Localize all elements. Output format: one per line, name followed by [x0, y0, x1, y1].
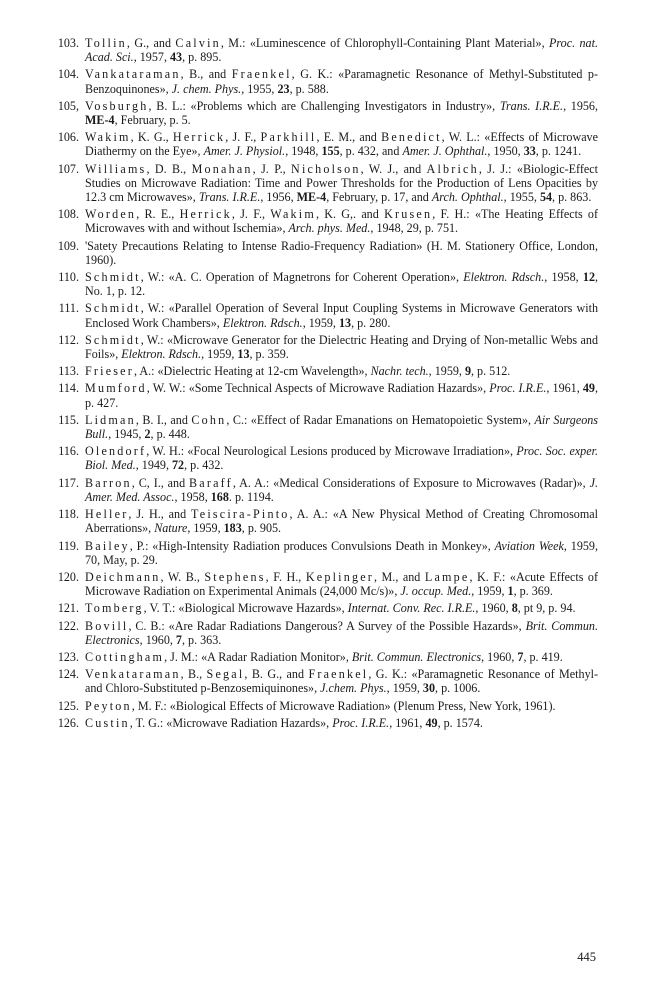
author-name: Segal	[206, 667, 245, 682]
citation-text: , p. 1006.	[435, 681, 481, 696]
citation-text: , A.: «Dielectric Heating at 12-cm Wavelength»,	[133, 364, 371, 379]
volume-number: 168	[210, 489, 229, 504]
citation-text: , B.,	[180, 667, 207, 682]
reference-number: 124.	[57, 667, 79, 682]
citation-text: , E. M., and	[316, 130, 382, 145]
citation-text: , W.: «Parallel Operation of Several Input Coupling Systems in Microwave Generators with Enclosed Work Chambers»,	[85, 301, 598, 330]
citation-text: , p. 419.	[523, 649, 563, 664]
citation-text: , A. A.: «Medical Considerations of Exposure to Microwaves (Radar)»,	[232, 475, 590, 490]
citation-text: , p. 369.	[513, 584, 553, 599]
reference-text	[85, 444, 598, 472]
reference-text	[85, 667, 598, 695]
reference-item	[52, 539, 598, 567]
citation-text: , 1959,	[201, 347, 238, 362]
citation-text: , V. T.: «Biological Microwave Hazards»,	[143, 601, 348, 616]
citation-text: , 1959,	[386, 681, 423, 696]
reference-text	[85, 716, 598, 730]
citation-text: , W.: «A. C. Operation of Magnetrons for Coherent Operation»,	[140, 270, 464, 285]
citation-text: , p. 905.	[241, 521, 282, 536]
reference-number: 106.	[57, 130, 79, 145]
journal-title: Amer. J. Physiol.	[203, 144, 286, 159]
reference-number: 103.	[57, 36, 79, 50]
reference-text	[85, 601, 598, 615]
citation-text: , W.: «Microwave Generator for the Dielectric Heating and Drying of Non-metallic Webs and Foils»,	[85, 332, 598, 362]
reference-text	[85, 67, 598, 95]
author-name: Venkataraman	[85, 667, 181, 682]
citation-text: , C. B.: «Are Radar Radiations Dangerous? A Survey of the Possible Hazards»,	[128, 618, 526, 633]
reference-text	[85, 570, 598, 598]
journal-title: J.chem. Phys.	[320, 681, 387, 696]
author-name: Schmidt	[85, 301, 141, 316]
journal-title: Proc. Soc. exper. Biol. Med.	[85, 444, 598, 473]
reference-text	[85, 650, 598, 664]
volume-number: 23	[277, 81, 290, 96]
reference-item	[52, 570, 598, 598]
journal-title: Elektron. Rdsch.	[463, 270, 545, 285]
citation-text: , No. 1, p. 12.	[85, 270, 599, 299]
citation-text: , R. E.,	[136, 207, 180, 222]
volume-number: ME-4	[296, 190, 327, 205]
author-name: Lidman	[85, 412, 136, 427]
reference-item	[52, 162, 598, 205]
citation-text: , p. 1574.	[437, 715, 483, 730]
citation-text: , W. J., and	[360, 161, 427, 176]
journal-title: Internat. Conv. Rec. I.R.E.	[347, 601, 476, 616]
citation-text: , D. B.,	[146, 161, 192, 176]
page-number: 445	[577, 950, 596, 964]
reference-number: 107.	[57, 161, 79, 176]
citation-text: , F. H.: «The Heating Effects of Microwaves with and without Ischemia»,	[85, 207, 598, 236]
journal-title: Elektron. Rdsch.	[222, 315, 303, 330]
reference-text	[85, 476, 598, 504]
citation-text: , M. F.: «Biological Effects of Microwave Radiation» (Plenum Press, New York, 1961).	[131, 698, 556, 713]
citation-text: , p. 448.	[150, 427, 190, 442]
reference-item	[52, 130, 598, 158]
author-name: Schmidt	[85, 270, 141, 285]
journal-title: Amer. J. Ophthal.	[402, 144, 488, 159]
citation-text: , 1959,	[471, 584, 508, 599]
reference-item	[52, 301, 598, 329]
citation-text: , p. 863.	[552, 190, 592, 205]
reference-number: 119.	[58, 538, 79, 553]
citation-text: , p. 432, and	[339, 144, 403, 159]
journal-title: Air Surgeons Bull.	[85, 412, 598, 442]
author-name: Olendorf	[85, 444, 147, 459]
citation-text: , 1949,	[135, 458, 172, 473]
volume-number: 7	[517, 649, 524, 664]
reference-text	[85, 364, 598, 378]
citation-text: , K. F.: «Acute Effects of Microwave Radiation on Experimental Animals (24,000 Mc/s)»,	[85, 569, 599, 599]
citation-text: , C.: «Effect of Radar Emanations on Hematopoietic System»,	[226, 412, 535, 427]
journal-title: Arch. Ophthal.	[431, 190, 504, 205]
reference-text	[85, 130, 598, 158]
reference-number: 109.	[57, 238, 79, 253]
citation-text: , K. G.,	[130, 130, 173, 145]
author-name: Fraenkel	[308, 667, 369, 682]
volume-number: 12	[582, 270, 595, 285]
author-name: Peyton	[85, 698, 132, 713]
journal-title: Trans. I.R.E.	[499, 98, 564, 113]
reference-number: 112.	[58, 332, 79, 347]
citation-text: , A. A.: «A New Physical Method of Creating Chromosomal Aberrations»,	[85, 507, 598, 536]
author-name: Bovill	[85, 618, 129, 633]
citation-text: , 1961,	[389, 715, 426, 730]
author-name: Custin	[85, 715, 130, 730]
reference-item	[52, 619, 598, 647]
author-name: Cottingham	[85, 649, 165, 664]
citation-text: , p. 280.	[351, 315, 391, 330]
citation-text: , T. G.: «Microwave Radiation Hazards»,	[129, 715, 333, 730]
reference-text	[85, 270, 598, 298]
citation-text: , W. H.: «Focal Neurological Lesions produced by Microwave Irradiation»,	[146, 444, 517, 459]
reference-text	[85, 619, 598, 647]
reference-number: 123.	[57, 649, 79, 664]
citation-text: , B. L.: «Problems which are Challenging Investigators in Industry»,	[148, 98, 500, 113]
citation-text: , p. 359.	[249, 347, 289, 362]
reference-item	[52, 699, 598, 713]
journal-title: Elektron. Rdsch.	[121, 347, 202, 362]
author-name: Krusen	[384, 207, 433, 222]
citation-text: 'Satety Precautions Relating to Intense Radio-Frequency Radiation» (H. M. Stationery Office, London, 1960).	[85, 238, 598, 267]
citation-text: , 1960,	[139, 632, 176, 647]
reference-number: 116.	[58, 444, 79, 459]
reference-number: 121.	[57, 601, 79, 616]
author-name: Nicholson	[291, 161, 361, 176]
author-name: Monahan	[191, 161, 253, 176]
citation-text: . p. 1194.	[228, 489, 274, 504]
reference-number: 120.	[57, 569, 79, 584]
citation-text: , 1957,	[133, 50, 170, 65]
author-name: Wakim	[85, 130, 131, 145]
author-name: Herrick	[172, 130, 226, 145]
volume-number: 1	[507, 584, 514, 599]
volume-number: 30	[422, 681, 436, 696]
citation-text: , J. F.,	[231, 207, 271, 222]
journal-title: J. occup. Med.	[400, 584, 472, 599]
reference-item	[52, 99, 598, 127]
volume-number: 2	[144, 427, 151, 442]
author-name: Bailey	[85, 538, 130, 553]
author-name: Cohn	[191, 412, 227, 427]
volume-number: 8	[511, 601, 518, 616]
author-name: Keplinger	[305, 569, 374, 584]
reference-text	[85, 507, 598, 535]
citation-text: , W. L.: «Effects of Microwave Diathermy on the Eye»,	[85, 130, 598, 159]
journal-title: Arch. phys. Med.	[288, 221, 371, 236]
citation-text: , B., and	[180, 67, 232, 82]
author-name: Barron	[85, 475, 132, 490]
journal-title: J. chem. Phys.	[171, 81, 242, 96]
volume-number: 9	[464, 364, 471, 379]
citation-text: , G. K.: «Paramagnetic Resonance of Methyl- and Chloro-Substituted p-Benzosemiquinones»,	[85, 667, 599, 696]
author-name: Williams	[85, 161, 147, 176]
reference-item	[52, 601, 598, 615]
reference-text	[85, 301, 598, 329]
reference-list	[52, 36, 598, 730]
author-name: Benedict	[381, 130, 442, 145]
reference-item	[52, 716, 598, 730]
journal-title: Proc. I.R.E.	[332, 715, 390, 730]
journal-title: J. Amer. Med. Assoc.	[85, 475, 598, 504]
volume-number: 13	[237, 347, 250, 362]
citation-text: , 1948, 29, p. 751.	[370, 221, 459, 236]
journal-title: Nature	[154, 521, 188, 536]
author-name: Lampe	[424, 569, 470, 584]
reference-item	[52, 270, 598, 298]
reference-item	[52, 667, 598, 695]
reference-number: 111.	[58, 301, 79, 316]
reference-number: 110.	[58, 270, 79, 285]
reference-text	[85, 539, 598, 567]
volume-number: 33	[523, 144, 536, 159]
volume-number: 43	[169, 50, 183, 65]
journal-title: Brit. Commun. Electronics	[85, 618, 598, 647]
citation-text: , K. G,. and	[315, 207, 385, 222]
reference-item	[52, 381, 598, 409]
volume-number: 72	[172, 458, 185, 473]
citation-text: , 1955,	[503, 190, 540, 205]
author-name: Parkhill	[260, 130, 317, 145]
citation-text: , J. H., and	[128, 507, 192, 522]
citation-text: , 1959,	[187, 521, 224, 536]
citation-text: , M., and	[374, 569, 425, 584]
journal-title: Proc. nat. Acad. Sci.	[85, 36, 598, 65]
citation-text: , P.: «High-Intensity Radiation produces Convulsions Death in Monkey»,	[129, 538, 495, 553]
citation-text: , B. I., and	[135, 412, 192, 427]
author-name: Worden	[85, 207, 137, 222]
volume-number: 183	[223, 521, 242, 536]
citation-text: , B. G., and	[244, 667, 309, 682]
citation-text: , 1958,	[174, 489, 211, 504]
author-name: Fraenkel	[231, 67, 292, 82]
author-name: Tollin	[85, 36, 127, 50]
reference-text	[85, 207, 598, 235]
author-name: Baraff	[189, 475, 233, 490]
citation-text: , C, I., and	[131, 475, 190, 490]
reference-number: 126.	[57, 715, 79, 730]
reference-item	[52, 413, 598, 441]
volume-number: ME-4	[85, 113, 115, 128]
reference-number: 117.	[58, 475, 79, 490]
citation-text: , p. 427.	[85, 381, 598, 410]
reference-text	[85, 699, 598, 713]
journal-title: Proc. I.R.E.	[489, 381, 547, 396]
journal-title: Nachr. tech.	[370, 364, 429, 379]
journal-title: Brit. Commun. Electronics	[351, 649, 482, 664]
citation-text: , February, p. 5.	[114, 113, 191, 128]
reference-item	[52, 36, 598, 64]
reference-number: 113.	[58, 364, 79, 379]
reference-text	[85, 239, 598, 267]
author-name: Teiscira-Pinto	[191, 507, 290, 522]
citation-text: , p. 588.	[289, 81, 329, 96]
citation-text: , 1961,	[546, 381, 583, 396]
reference-item	[52, 239, 598, 267]
author-name: Vankataraman	[85, 67, 181, 82]
reference-number: 108.	[57, 207, 79, 222]
author-name: Mumford	[85, 381, 147, 396]
reference-item	[52, 650, 598, 664]
reference-text	[85, 333, 598, 361]
volume-number: 13	[338, 315, 352, 330]
reference-item	[52, 67, 598, 95]
reference-number: 104.	[57, 67, 79, 82]
citation-text: , pt 9, p. 94.	[517, 601, 576, 616]
citation-text: , W. B.,	[160, 569, 205, 584]
reference-text	[85, 36, 598, 64]
citation-text: , p. 432.	[184, 458, 224, 473]
reference-number: 118.	[58, 507, 79, 522]
reference-number: 114.	[58, 381, 79, 396]
reference-text	[85, 162, 598, 205]
volume-number: 7	[175, 632, 182, 647]
author-name: Calvin	[175, 36, 221, 50]
volume-number: 49	[582, 381, 595, 396]
reference-item	[52, 476, 598, 504]
reference-text	[85, 381, 598, 409]
author-name: Schmidt	[85, 332, 141, 347]
author-name: Vosburgh	[85, 98, 149, 113]
volume-number: 49	[425, 715, 438, 730]
journal-title: Aviation Week	[494, 538, 564, 553]
reference-item	[52, 333, 598, 361]
journal-title: Trans. I.R.E.	[198, 190, 261, 205]
author-name: Deichmann	[85, 569, 161, 584]
citation-text: , p. 1241.	[535, 144, 582, 159]
reference-item	[52, 507, 598, 535]
citation-text: , p. 895.	[182, 50, 222, 65]
citation-text: , W. W.: «Some Technical Aspects of Microwave Radiation Hazards»,	[146, 381, 490, 396]
volume-number: 54	[539, 190, 553, 205]
author-name: Frieser	[85, 364, 134, 379]
citation-text: , G. K.: «Paramagnetic Resonance of Methyl-Substituted p-Benzoquinones»,	[85, 67, 598, 96]
citation-text: , J. M.: «A Radar Radiation Monitor»,	[164, 649, 352, 664]
citation-text: , 1958,	[544, 270, 583, 285]
citation-text: , 1960,	[481, 649, 518, 664]
citation-text: , 1960,	[475, 601, 512, 616]
citation-text: , J. F.,	[225, 130, 261, 145]
citation-text: , 1945,	[108, 427, 145, 442]
author-name: Stephens	[204, 569, 266, 584]
reference-text	[85, 99, 598, 127]
citation-text: , F. H.,	[265, 569, 306, 584]
reference-text	[85, 413, 598, 441]
volume-number: 155	[321, 144, 340, 159]
reference-number: 115.	[58, 412, 79, 427]
citation-text: , G., and	[126, 36, 176, 50]
citation-text: , 1956,	[260, 190, 297, 205]
citation-text: , 1948,	[285, 144, 322, 159]
citation-text: , 1959,	[428, 364, 465, 379]
citation-text: , M.: «Luminescence of Chlorophyll-Containing Plant Material»,	[220, 36, 550, 50]
citation-text: , p. 512.	[471, 364, 511, 379]
citation-text: , 1955,	[241, 81, 278, 96]
reference-item	[52, 364, 598, 378]
citation-text: , February, p. 17, and	[326, 190, 432, 205]
citation-text: , 1959, 70, May, p. 29.	[85, 538, 598, 567]
author-name: Herrick	[179, 207, 232, 222]
author-name: Wakim	[270, 207, 316, 222]
reference-number: 122.	[57, 618, 79, 633]
author-name: Albrich	[426, 161, 479, 176]
citation-text: , J. P.,	[252, 161, 292, 176]
reference-item	[52, 207, 598, 235]
citation-text: , 1956,	[563, 98, 599, 113]
author-name: Heller	[85, 507, 129, 522]
citation-text: , J. J.: «Biologic-Effect Studies on Microwave Radiation: Time and Power Thresholds for the Production of Lens Opacities by 12.3 cm Microwaves»,	[85, 161, 598, 205]
reference-number: 105,	[57, 98, 79, 113]
reference-number: 125.	[57, 698, 79, 713]
author-name: Tomberg	[85, 601, 144, 616]
citation-text: , p. 363.	[181, 632, 222, 647]
citation-text: , 1950,	[487, 144, 524, 159]
reference-item	[52, 444, 598, 472]
citation-text: , 1959,	[302, 315, 339, 330]
